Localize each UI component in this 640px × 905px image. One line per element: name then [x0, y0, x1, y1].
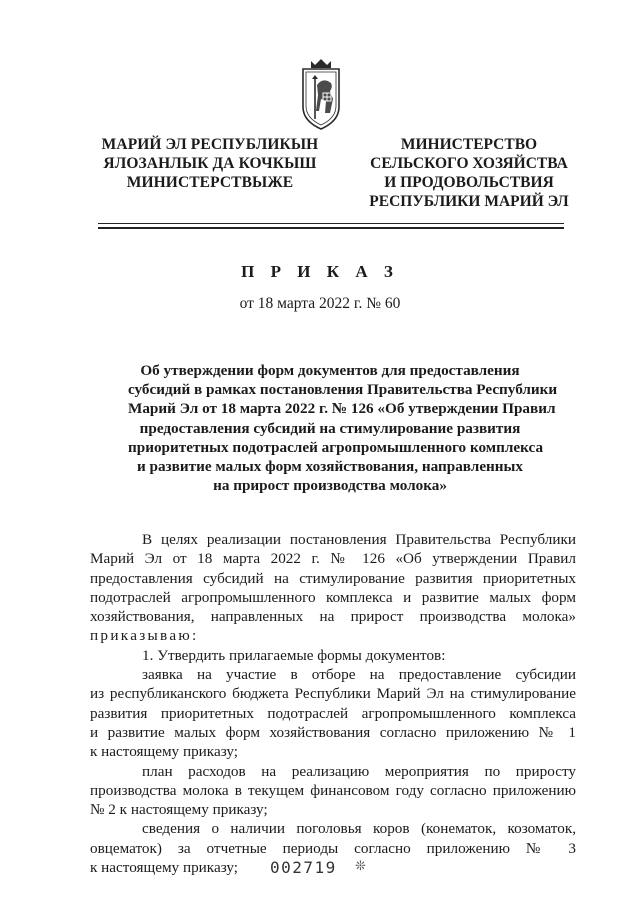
- body-line: к настоящему приказу;: [90, 743, 238, 761]
- subject-line: Марий Эл от 18 марта 2022 г. № 126 «Об утверждении Правил: [128, 400, 556, 418]
- order-title: П Р И К А З: [241, 262, 399, 281]
- body-line: подотраслей агропромышленного комплекса и развитие малых форм: [90, 588, 576, 606]
- prikazyvayu: приказываю:: [90, 627, 199, 645]
- header-divider-thin: [98, 223, 564, 224]
- body-line: предоставления субсидий на стимулирование развития приоритетных: [90, 569, 576, 587]
- body-line: сведения о наличии поголовья коров (конематок, козоматок,: [142, 820, 576, 838]
- header-right-line: РЕСПУБЛИКИ МАРИЙ ЭЛ: [369, 193, 569, 210]
- body-line: Марий Эл от 18 марта 2022 г. № 126 «Об утверждении Правил: [90, 550, 576, 568]
- header-left-line: ЯЛОЗАНЛЫК ДА КОЧКЫШ: [103, 155, 317, 172]
- body-line: к настоящему приказу;: [90, 859, 238, 877]
- header-right-russian: [360, 135, 578, 211]
- body-line: овцематок) за отчетные периоды согласно приложению № 3: [90, 839, 576, 857]
- subject-line: Об утверждении форм документов для предоставления: [140, 362, 520, 379]
- body-line: хозяйствования, направленных на прирост производства молока»: [90, 608, 576, 626]
- subject-line: приоритетных подотраслей агропромышленного комплекса: [128, 438, 544, 456]
- item-1: 1. Утвердить прилагаемые формы документов:: [142, 646, 446, 664]
- order-body: [90, 530, 576, 877]
- subject-line: на прирост производства молока»: [213, 477, 447, 495]
- header-right-line: СЕЛЬСКОГО ХОЗЯЙСТВА: [370, 155, 568, 172]
- body-line: развития приоритетных подотраслей агропромышленного комплекса: [90, 704, 576, 722]
- body-line: № 2 к настоящему приказу;: [90, 801, 268, 819]
- header-left-marij: [92, 135, 328, 192]
- order-subject: [128, 361, 558, 495]
- coat-of-arms-icon: [297, 55, 345, 133]
- header-right-line: И ПРОДОВОЛЬСТВИЯ: [384, 174, 554, 191]
- body-line: заявка на участие в отборе на предоставление субсидии: [142, 666, 576, 684]
- header-left-line: МИНИСТЕРСТВЫЖЕ: [126, 174, 294, 191]
- serial-number: 002719: [270, 858, 337, 877]
- header-divider-thick: [98, 227, 564, 229]
- body-line: из республиканского бюджета Республики Марий Эл на стимулирование: [90, 685, 576, 703]
- subject-line: и развитие малых форм хозяйствования, направленных: [136, 458, 524, 476]
- order-date: от 18 марта 2022 г. № 60: [239, 295, 401, 312]
- body-line: производства молока в текущем финансовом году согласно приложению: [90, 781, 576, 799]
- header-right-line: МИНИСТЕРСТВО: [400, 136, 538, 153]
- subject-line: субсидий в рамках постановления Правительства Республики: [128, 381, 558, 399]
- header-left-line: МАРИЙ ЭЛ РЕСПУБЛИКЫН: [101, 136, 319, 153]
- body-line: план расходов на реализацию мероприятия по приросту: [142, 762, 576, 780]
- ornament-mark: ❊: [355, 858, 366, 873]
- subject-line: предоставления субсидий на стимулирование развития: [139, 419, 521, 437]
- body-line: и развитие малых форм хозяйствования согласно приложению № 1: [90, 723, 576, 741]
- body-line: В целях реализации постановления Правительства Республики: [142, 531, 576, 548]
